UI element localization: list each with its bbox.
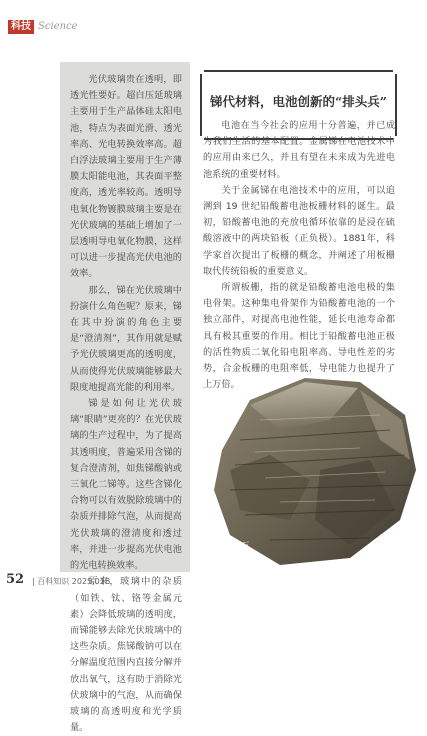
section-english-label: Science <box>38 21 78 32</box>
left-paragraph: 光伏玻璃贵在透明，即透光性要好。超白压延玻璃主要用于生产晶体硅太阳电池，特点为表面光滑、透光率高、光电转换效率高。超白浮法玻璃主要用于生产薄膜太阳能电池，其表面平整度高，透光率较高。透明导电氧化物镀膜玻璃主要是在光伏玻璃的基础上增加了一层透明导电氧化物膜，这样可以进一步提高光伏电池的效率。 <box>70 74 182 280</box>
article-body <box>203 118 395 393</box>
left-paragraph: 原来，玻璃中的杂质（如铁、钛、铬等金属元素）会降低玻璃的透明度，而锑能够去除光伏玻璃中的这些杂质。焦锑酸钠可以在分解温度范围内直接分解并放出氧气，这有助于消除光伏玻璃中的气泡，从而确保玻璃的高透明度和光学质量。 <box>70 576 182 734</box>
page-header <box>0 0 427 40</box>
publication-info: | 百科知识 2025.01B <box>32 577 111 586</box>
left-paragraph: 那么，锑在光伏玻璃中扮演什么角色呢？原来，锑在其中扮演的角色主要是“澄清剂”，其作用就是赋予光伏玻璃更高的透明度，从而使得光伏玻璃能够最大限度地提高光能的利用率。 <box>70 284 182 393</box>
section-badge: 科技 <box>8 20 34 34</box>
image-caption: 锑矿石 <box>223 541 250 550</box>
article-title: 锑代材料，电池创新的“排头兵” <box>210 94 387 109</box>
left-paragraph: 锑是如何让光伏玻璃“眼睛”更亮的？在光伏玻璃的生产过程中，为了提高其透明度，普遍采用含锑的复合澄清剂，如焦锑酸钠或三氧化二锑等。这些含锑化合物可以有效脱除玻璃中的杂质并排除气泡，从而提高光伏玻璃的澄清度和透过率，并进一步提高光伏电池的光电转换效率。 <box>70 398 182 572</box>
antimony-ore-image <box>210 360 422 570</box>
article-paragraph: 关于金属锑在电池技术中的应用，可以追溯到 19 世纪铅酸蓄电池板栅材料的诞生。最初，铅酸蓄电池的充放电循环依靠的是浸在硫酸溶液中的两块铅板（正负极）。1881年，科学家首次提出了板栅的概念，并阐述了用板栅取代传统铅板的重要意义。 <box>203 184 395 277</box>
article-paragraph: 电池在当今社会的应用十分普遍，并已成为我们生活的基本配置。金属锑在电池技术中的应用由来已久，并且有望在未来成为先进电池系统的重要材料。 <box>203 120 395 180</box>
frame-corner <box>198 68 204 74</box>
page-number: 52 <box>6 572 25 587</box>
article-paragraph: 所谓板栅，指的就是铅酸蓄电池电极的集电骨架。这种集电骨架作为铅酸蓄电池的一个独立部件，对提高电池性能，延长电池寿命都具有极其重要的作用。相比于铅酸蓄电池正极的活性物质二氧化铅电阻率高、导电性差的劣势，合金板栅的电阻率低，导电能力也提升了上万倍。 <box>203 282 395 391</box>
frame-corner <box>393 68 399 74</box>
